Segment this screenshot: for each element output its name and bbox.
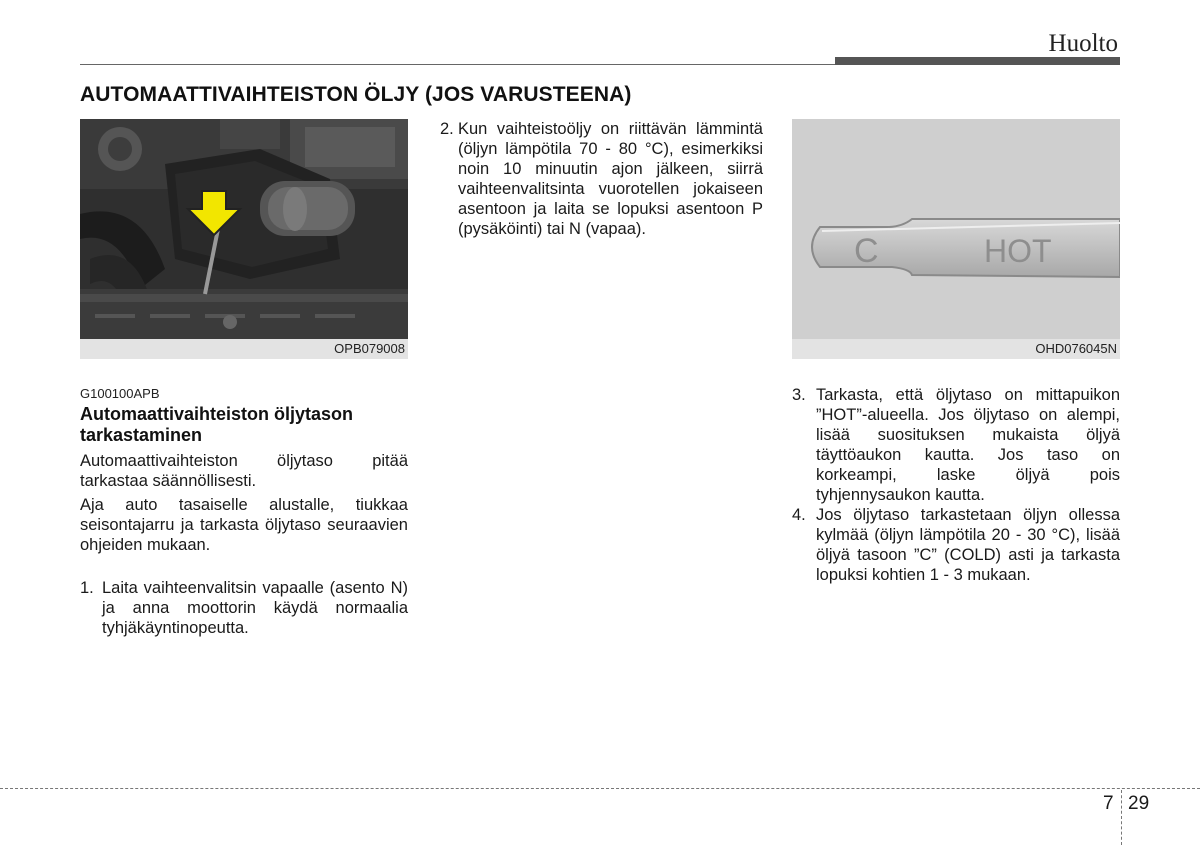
step-4-number: 4. (792, 506, 806, 524)
dipstick-c-label: C (854, 232, 879, 270)
step-2-number: 2. (440, 120, 454, 138)
step-4 (792, 505, 1120, 585)
header-rule (80, 64, 835, 65)
footer-divider (1121, 790, 1122, 845)
reference-code: G100100APB (80, 386, 160, 401)
dipstick-illustration (792, 119, 1120, 339)
header-bar (835, 57, 1120, 65)
footer-dashed-rule (0, 788, 1200, 789)
step-1-text: Laita vaihteenvalitsin vapaalle (asento N) ja anna moottorin käydä normaalia tyhjäkäyntinopeutta. (102, 579, 408, 637)
step-2-text: Kun vaihteistoöljy on riittävän lämmintä (öljyn lämpötila 70 - 80 °C), esimerkiksi noin 10 minuutin ajon jälkeen, siirrä vaihteenvalitsinta vuorotellen jokaiseen asentoon ja laita se lopuksi asentoon P (pysäköinti) tai N (vapaa). (458, 120, 763, 238)
page-number: 29 (1128, 793, 1150, 814)
step-1-number: 1. (80, 579, 94, 597)
running-header: Huolto (1048, 30, 1118, 57)
paragraph-2: Aja auto tasaiselle alustalle, tiukkaa seisontajarru ja tarkasta öljytaso seuraavien ohjeiden mukaan. (80, 496, 408, 554)
subheading: Automaattivaihteiston öljytason tarkastaminen (80, 404, 354, 445)
step-4-text: Jos öljytaso tarkastetaan öljyn ollessa kylmää (öljyn lämpötila 20 - 30 °C), lisää öljyä tasoon ”C” (COLD) asti ja tarkasta lopuksi kohtien 1 - 3 mukaan. (816, 506, 1120, 584)
engine-bay-photo (80, 119, 408, 359)
figure-caption-right: OHD076045N (792, 339, 1120, 359)
step-1 (80, 578, 410, 640)
step-3-number: 3. (792, 386, 806, 404)
step-3-text: Tarkasta, että öljytaso on mittapuikon ”HOT”-alueella. Jos öljytaso on alempi, lisää suosituksen mukaista öljyä täyttöaukon kautta. Jos taso on korkeampi, laske öljyä pois tyhjennysaukon kautta. (816, 386, 1120, 504)
figure-caption-left: OPB079008 (80, 339, 408, 359)
engine-bay-illustration (80, 119, 408, 339)
section-title: AUTOMAATTIVAIHTEISTON ÖLJY (JOS VARUSTEENA) (80, 83, 632, 106)
paragraph-1: Automaattivaihteiston öljytaso pitää tarkastaa säännöllisesti. (80, 452, 408, 490)
chapter-number: 7 (1103, 793, 1114, 814)
dipstick-hot-label: HOT (984, 233, 1052, 269)
dipstick-photo (792, 119, 1120, 359)
step-3 (792, 385, 1120, 505)
step-2 (440, 119, 765, 239)
